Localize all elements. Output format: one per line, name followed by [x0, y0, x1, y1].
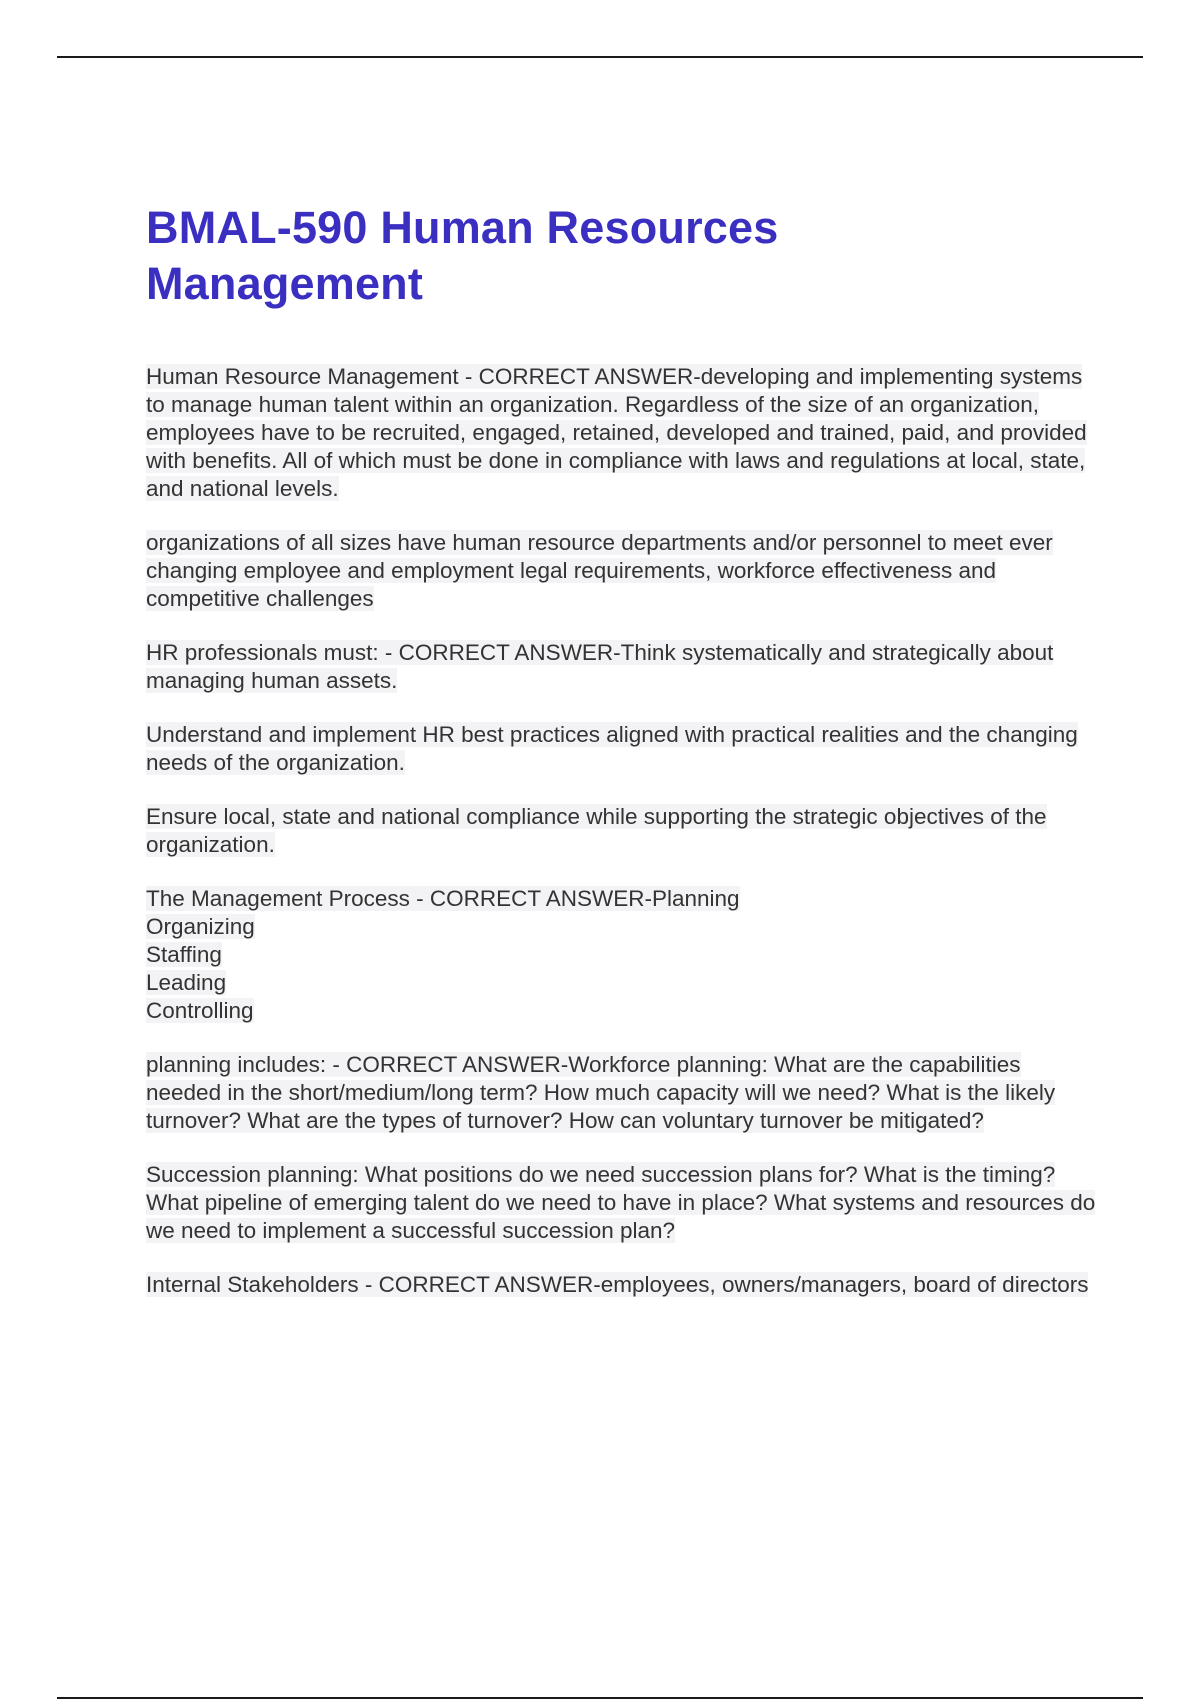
entry-hr-best-practices: Understand and implement HR best practices aligned with practical realities and the changing needs of the organization.	[146, 722, 1078, 775]
entry-planning-includes: planning includes: - CORRECT ANSWER-Workforce planning: What are the capabilities needed in the short/medium/long term? How much capacity will we need? What is the likely turnover? What are the types of turnover? How can voluntary turnover be mitigated?	[146, 1052, 1056, 1133]
flashcard-entries	[146, 363, 1096, 1299]
entry-compliance: Ensure local, state and national compliance while supporting the strategic objectives of the organization.	[146, 804, 1047, 857]
title-line-2: Management	[146, 258, 424, 309]
list-item: Leading	[146, 970, 227, 995]
document-body	[146, 200, 1096, 1325]
entry-hr-professionals: HR professionals must: - CORRECT ANSWER-Think systematically and strategically about managing human assets.	[146, 640, 1054, 693]
list-item: Staffing	[146, 942, 222, 967]
top-rule	[57, 56, 1143, 58]
entry-management-process	[146, 885, 1096, 1025]
document-title	[146, 200, 1096, 312]
list-item: Controlling	[146, 998, 254, 1023]
entry-succession-planning: Succession planning: What positions do we need succession plans for? What is the timing? What pipeline of emerging talent do we need to have in place? What systems and resources do we need to implement a successful succession plan?	[146, 1162, 1096, 1243]
entry-internal-stakeholders: Internal Stakeholders - CORRECT ANSWER-employees, owners/managers, board of directors	[146, 1272, 1089, 1297]
list-item: Organizing	[146, 914, 255, 939]
bottom-rule	[57, 1697, 1143, 1699]
entry-organizations-note: organizations of all sizes have human resource departments and/or personnel to meet ever changing employee and employment legal requirements, workforce effectiveness and competitive challenges	[146, 530, 1053, 611]
entry-human-resource-management: Human Resource Management - CORRECT ANSWER-developing and implementing systems to manage human talent within an organization. Regardless of the size of an organization, employees have to be recruited, engaged, retained, developed and trained, paid, and provided with benefits. All of which must be done in compliance with laws and regulations at local, state, and national levels.	[146, 364, 1087, 501]
title-line-1: BMAL-590 Human Resources	[146, 202, 779, 253]
management-process-heading: The Management Process - CORRECT ANSWER-Planning	[146, 886, 740, 911]
